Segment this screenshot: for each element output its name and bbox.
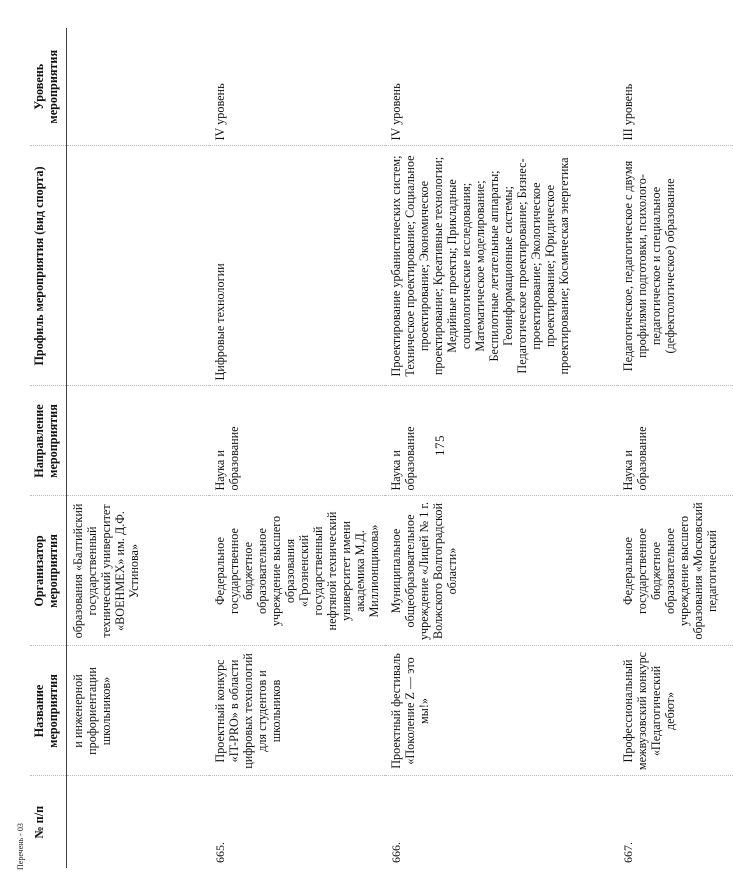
- table-row: [617, 28, 733, 868]
- row-name: Проектный конкурс «IT-PRO» в области цифровых технологий для студентов и школьников: [209, 646, 385, 776]
- row-name: и инженерной профориентации школьников»: [67, 646, 210, 776]
- row-organizer: Федеральное государственное бюджетное образовательное учреждение высшего образования «Московский педагогический: [617, 496, 733, 646]
- table-row: [385, 28, 617, 868]
- page-footer: Перечень - 03: [16, 823, 25, 870]
- row-profile: Педагогическое, педагогическое с двумя профилями подготовки, психолого-педагогическое и специальное (дефектологическое) образование: [617, 146, 733, 386]
- header-num: № п/п: [30, 776, 67, 868]
- row-direction: Наука и образование: [209, 386, 385, 496]
- row-num: 667.: [621, 842, 635, 863]
- row-organizer: Муниципальное общеобразовательное учреждение «Лицей № 1 г. Волжского Волгоградской области»: [385, 496, 617, 646]
- row-direction: [67, 386, 210, 496]
- table-header-row: [30, 28, 67, 868]
- row-direction: Наука и образование: [617, 386, 733, 496]
- table-row: [209, 28, 385, 868]
- table-row: [67, 28, 210, 868]
- row-organizer: Федеральное государственное бюджетное образовательное учреждение высшего образования «Грозненский государственный нефтяной технический университет имени академика М.Д. Миллионщикова»: [209, 496, 385, 646]
- events-table: [30, 28, 733, 868]
- header-name: Название мероприятия: [30, 646, 67, 776]
- row-num: [67, 776, 210, 868]
- row-profile: [67, 146, 210, 386]
- row-num: 665.: [213, 842, 227, 863]
- row-profile: Цифровые технологии: [209, 146, 385, 386]
- row-level: IV уровень: [385, 28, 617, 146]
- row-level: III уровень: [617, 28, 733, 146]
- row-organizer: образования «Балтийский государственный технический университет «ВОЕНМЕХ» им. Д.Ф. Устинова»: [67, 496, 210, 646]
- page-number: 175: [432, 435, 447, 456]
- row-num: 666.: [389, 842, 403, 863]
- header-direction: Направление мероприятия: [30, 386, 67, 496]
- row-level: [67, 28, 210, 146]
- row-name: Профессиональный межвузовский конкурс «Педагогический дебют»: [617, 646, 733, 776]
- header-level: Уровень мероприятия: [30, 28, 67, 146]
- row-name: Проектный фестиваль «Поколение Z — это мы!»: [385, 646, 617, 776]
- header-profile: Профиль мероприятия (вид спорта): [30, 146, 67, 386]
- row-direction: Наука и образование: [385, 386, 617, 496]
- row-level: IV уровень: [209, 28, 385, 146]
- row-profile: Проектирование урбанистических систем; Техническое проектирование; Социальное проектирование; Экономическое проектирование; Креативные технологии; Медийные проекты; Прикладные социологические исследования; Математическое моделирование; Беспилотные летательные аппараты; Геоинформационные системы; Педагогическое проектирование; Бизнес-проектирование; Экологическое проектирование; Юридическое проектирование; Космическая энергетика: [385, 146, 617, 386]
- header-organizer: Организатор мероприятия: [30, 496, 67, 646]
